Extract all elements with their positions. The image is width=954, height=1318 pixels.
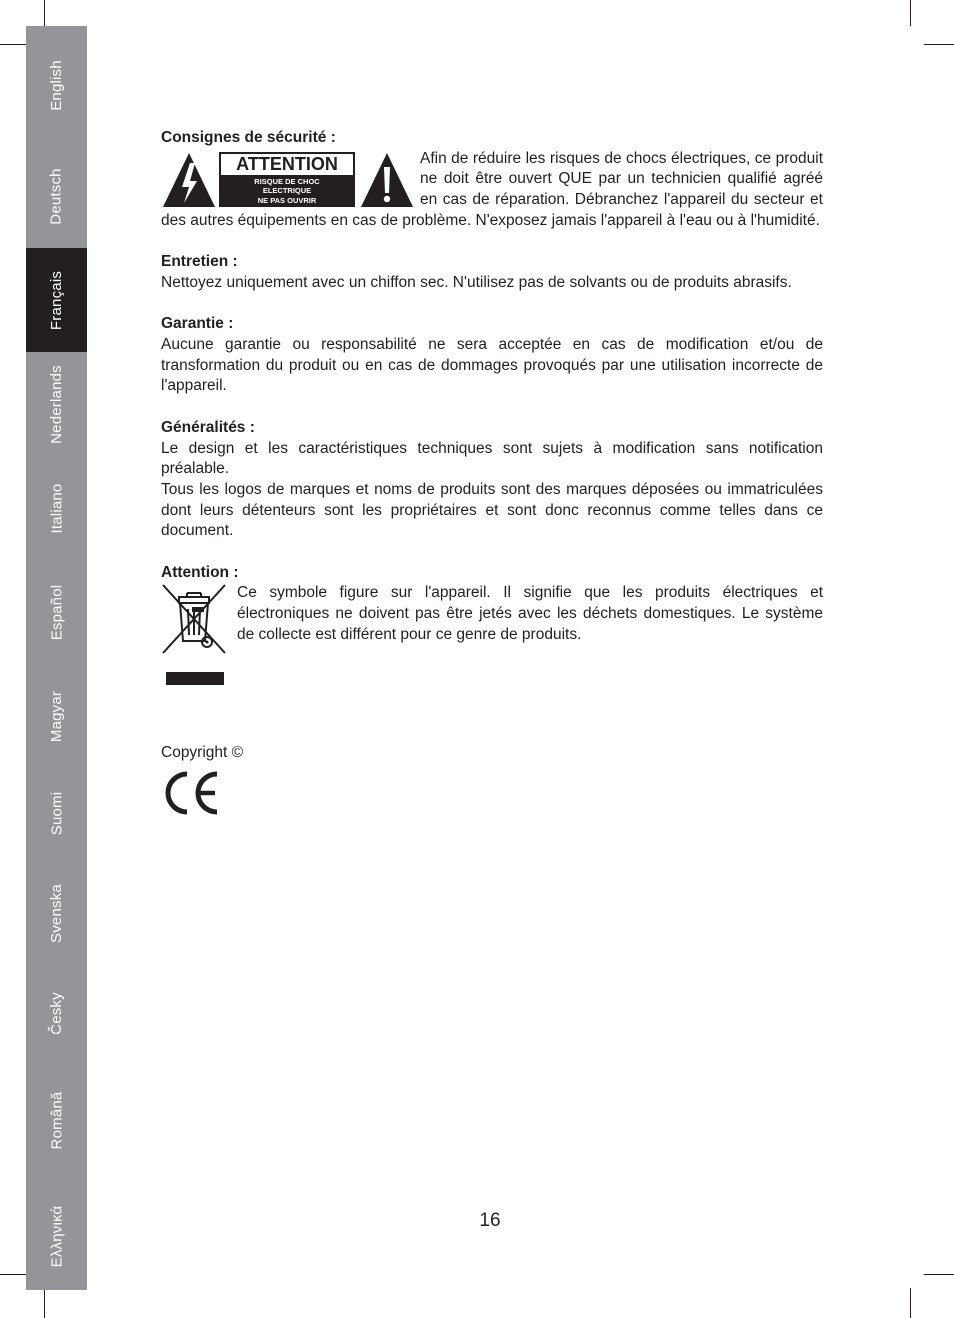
page-number: 16 xyxy=(479,1210,501,1231)
crop-mark xyxy=(924,44,954,45)
general-text-2: Tous les logos de marques et noms de produits sont des marques déposées ou immatriculées dont leurs détenteurs sont les propriétaires et sont donc reconnus comme telles dans ce document. xyxy=(161,480,823,540)
warning-label xyxy=(161,149,420,210)
warranty-heading: Garantie : xyxy=(161,315,234,333)
crop-mark xyxy=(0,1274,26,1275)
language-sidebar xyxy=(26,26,87,1290)
tab-deutsch[interactable] xyxy=(26,144,87,248)
crop-mark xyxy=(924,1274,954,1275)
crop-mark xyxy=(0,44,26,45)
attention-label-line: RISQUE DE CHOC xyxy=(254,176,320,186)
tab-greek[interactable] xyxy=(26,1182,87,1290)
crop-mark xyxy=(44,0,45,26)
manual-content xyxy=(161,128,823,816)
general-text-1: Le design et les caractéristiques techniques sont sujets à modification sans notification préalable. xyxy=(161,439,823,478)
tab-label: Magyar xyxy=(48,690,65,742)
crossed-out-wheelie-bin-icon xyxy=(161,583,231,689)
electric-shock-warning-icon xyxy=(161,151,217,209)
attention-label-line: NE PAS OUVRIR xyxy=(257,195,317,205)
crop-mark xyxy=(44,1288,45,1318)
tab-english[interactable] xyxy=(26,26,87,144)
tab-label: Français xyxy=(48,270,65,330)
crop-mark xyxy=(910,1288,911,1318)
weee-text: Ce symbole figure sur l'appareil. Il signifie que les produits électriques et électroniques ne doivent pas être jetés avec les déchets domestiques. Le système de collecte est différent pour ce genre de produits. xyxy=(237,584,823,643)
ce-mark-icon xyxy=(161,770,221,816)
weee-symbol xyxy=(161,583,237,693)
tab-label: English xyxy=(47,59,65,111)
attention-label-text xyxy=(220,175,354,206)
tab-cesky[interactable] xyxy=(26,968,87,1058)
tab-label: Nederlands xyxy=(48,364,65,444)
tab-espanol[interactable] xyxy=(26,560,87,664)
attention-label-line: ELECTRIQUE xyxy=(262,186,312,196)
maintenance-heading: Entretien : xyxy=(161,253,238,271)
tab-label: Español xyxy=(47,584,65,640)
maintenance-text: Nettoyez uniquement avec un chiffon sec. N'utilisez pas de solvants ou de produits abrasifs. xyxy=(161,273,792,291)
safety-heading: Consignes de sécurité : xyxy=(161,129,336,146)
tab-italiano[interactable] xyxy=(26,456,87,560)
attention-label-title: ATTENTION xyxy=(221,154,353,175)
tab-romana[interactable] xyxy=(26,1058,87,1182)
tab-suomi[interactable] xyxy=(26,768,87,858)
tab-label: Deutsch xyxy=(48,167,65,225)
tab-svenska[interactable] xyxy=(26,858,87,968)
weee-section xyxy=(161,583,823,693)
warranty-text: Aucune garantie ou responsabilité ne sera acceptée en cas de modification et/ou de transformation du produit ou en cas de dommages provoqués par une utilisation incorrecte de l'appareil. xyxy=(161,336,823,395)
tab-label: Ελληνικά xyxy=(48,1205,65,1267)
tab-label: Česky xyxy=(48,991,65,1035)
attention-label-box xyxy=(219,152,355,207)
crop-mark xyxy=(910,0,911,26)
exclamation-warning-icon xyxy=(359,151,415,209)
safety-section xyxy=(161,149,823,232)
tab-label: Svenska xyxy=(48,883,65,943)
attention-heading: Attention : xyxy=(161,563,239,581)
tab-magyar[interactable] xyxy=(26,664,87,768)
general-heading: Généralités : xyxy=(161,418,255,436)
tab-nederlands[interactable] xyxy=(26,352,87,456)
copyright-text: Copyright © xyxy=(161,744,244,762)
tab-label: Suomi xyxy=(48,791,65,835)
tab-label: Italiano xyxy=(47,483,65,533)
tab-francais[interactable] xyxy=(26,248,87,352)
safety-text: Afin de réduire les risques de chocs électriques, ce produit ne doit être ouvert QUE par un technicien qualifié agréé en cas de réparation. Débranchez l'appareil du secteur et des autres équipements en cas de problème. N'exposez jamais l'appareil à l'eau ou à l'humidité. xyxy=(161,149,823,229)
tab-label: Română xyxy=(48,1091,65,1149)
